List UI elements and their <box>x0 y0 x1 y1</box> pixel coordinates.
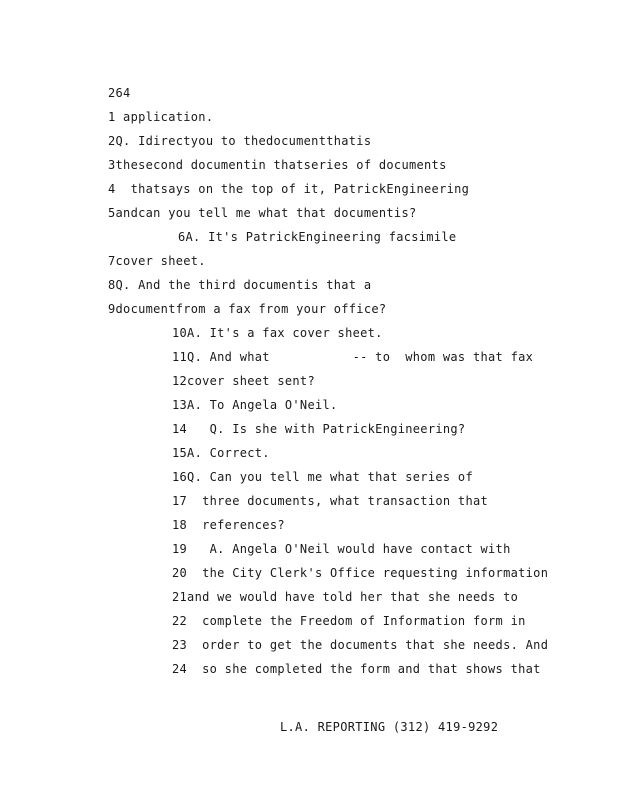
transcript-line-5: 5andcan you tell me what that documentis? <box>108 206 417 220</box>
page-number: 264 <box>108 86 131 100</box>
transcript-line-20: 20 the City Clerk's Office requesting information <box>172 566 549 580</box>
transcript-line-23: 23 order to get the documents that she needs. And <box>172 638 549 652</box>
transcript-line-16: 16Q. Can you tell me what that series of <box>172 470 473 484</box>
transcript-line-6: 6A. It's PatrickEngineering facsimile <box>178 230 457 244</box>
transcript-line-12: 12cover sheet sent? <box>172 374 315 388</box>
transcript-line-11: 11Q. And what -- to whom was that fax <box>172 350 534 364</box>
transcript-line-21: 21and we would have told her that she needs to <box>172 590 519 604</box>
transcript-line-1: 1 application. <box>108 110 214 124</box>
transcript-line-8: 8Q. And the third documentis that a <box>108 278 372 292</box>
transcript-line-9: 9documentfrom a fax from your office? <box>108 302 387 316</box>
transcript-line-4: 4 thatsays on the top of it, PatrickEngineering <box>108 182 470 196</box>
transcript-line-18: 18 references? <box>172 518 285 532</box>
reporter-footer: L.A. REPORTING (312) 419-9292 <box>280 720 499 734</box>
transcript-line-10: 10A. It's a fax cover sheet. <box>172 326 383 340</box>
transcript-line-14: 14 Q. Is she with PatrickEngineering? <box>172 422 466 436</box>
transcript-line-2: 2Q. Idirectyou to thedocumentthatis <box>108 134 372 148</box>
transcript-line-19: 19 A. Angela O'Neil would have contact with <box>172 542 511 556</box>
transcript-line-24: 24 so she completed the form and that shows that <box>172 662 541 676</box>
transcript-line-17: 17 three documents, what transaction that <box>172 494 489 508</box>
transcript-line-7: 7cover sheet. <box>108 254 206 268</box>
transcript-line-22: 22 complete the Freedom of Information form in <box>172 614 526 628</box>
transcript-line-13: 13A. To Angela O'Neil. <box>172 398 338 412</box>
transcript-line-15: 15A. Correct. <box>172 446 270 460</box>
transcript-line-3: 3thesecond documentin thatseries of documents <box>108 158 447 172</box>
